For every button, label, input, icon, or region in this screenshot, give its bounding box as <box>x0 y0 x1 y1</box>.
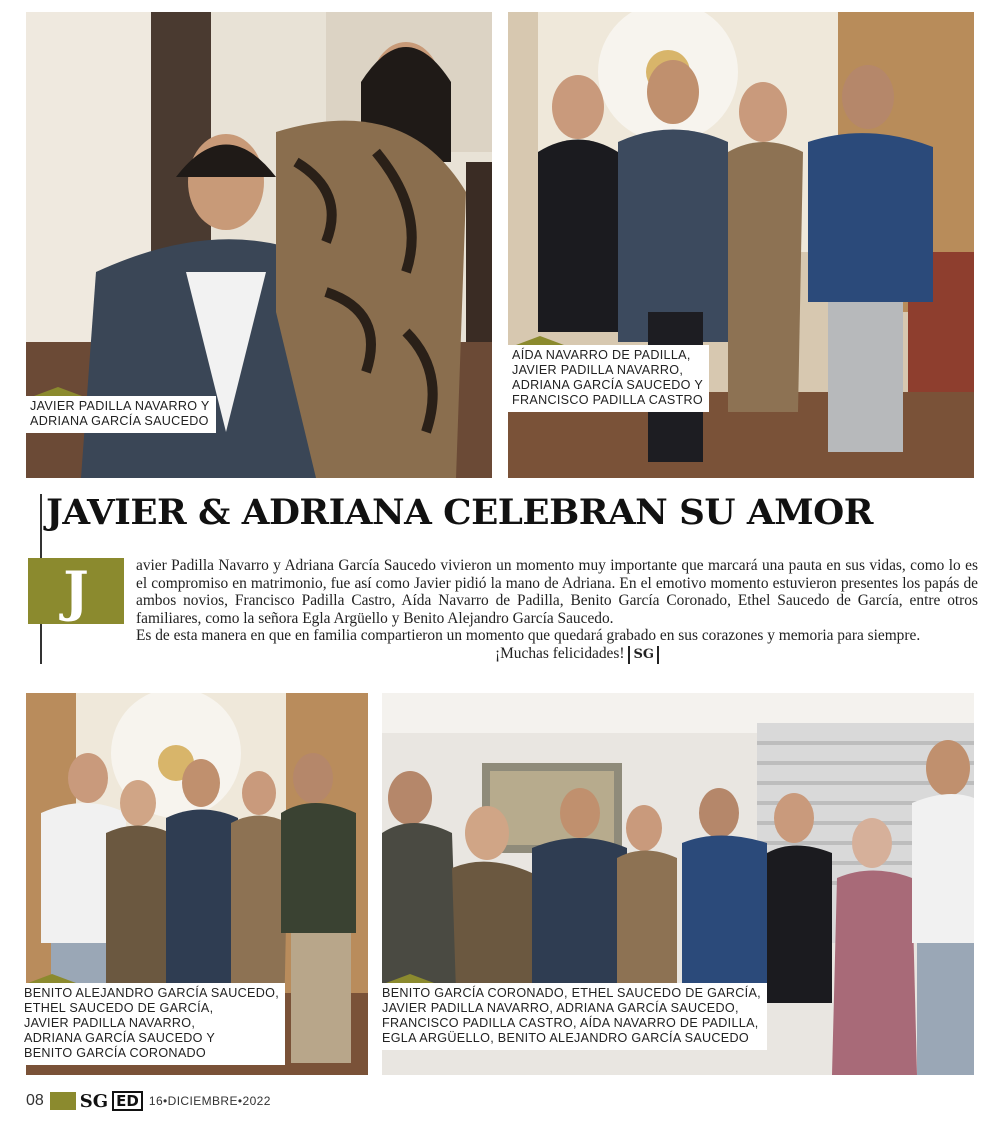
caption-photo-2 <box>508 345 709 412</box>
page-footer <box>26 1088 271 1114</box>
caption-accent-triangle <box>34 387 82 396</box>
caption-line: ADRIANA GARCÍA SAUCEDO <box>30 414 209 428</box>
footer-accent-bar <box>50 1092 76 1110</box>
caption-line: BENITO GARCÍA CORONADO, ETHEL SAUCEDO DE GARCÍA, <box>382 986 761 1000</box>
caption-line: FRANCISCO PADILLA CASTRO, AÍDA NAVARRO DE PADILLA, <box>382 1016 759 1030</box>
closing-text: ¡Muchas felicidades! <box>495 644 625 662</box>
caption-line: ETHEL SAUCEDO DE GARCÍA, <box>24 1001 214 1015</box>
caption-photo-4 <box>378 983 767 1050</box>
caption-photo-1 <box>26 396 216 433</box>
caption-line: JAVIER PADILLA NAVARRO, ADRIANA GARCÍA SAUCEDO, <box>382 1001 739 1015</box>
sg-logo: SG <box>79 1090 109 1112</box>
body-paragraph-2: Es de esta manera en que en familia compartieron un momento que quedará grabado en sus corazones y memoria para siempre. <box>136 627 921 645</box>
caption-accent-triangle <box>28 974 76 983</box>
ed-logo: ED <box>112 1091 143 1111</box>
caption-line: EGLA ARGÜELLO, BENITO ALEJANDRO GARCÍA SAUCEDO <box>382 1031 750 1045</box>
caption-line: ADRIANA GARCÍA SAUCEDO Y <box>512 378 704 392</box>
body-paragraph-1: avier Padilla Navarro y Adriana García Saucedo vivieron un momento muy importante que marcará una pauta en sus vidas, como lo es el compromiso en matrimonio, fue así como Javier pidió la mano de Adriana. En el emotivo momento estuvieron presentes los papás de ambos novios, Francisco Padilla Castro, Aída Navarro de Padilla, Benito García Coronado, Ethel Saucedo de García, entre otros familiares, como la señora Egla Argüello y Benito Alejandro García Saucedo. <box>136 557 978 627</box>
signature-mark: SG <box>628 646 659 664</box>
caption-accent-triangle <box>386 974 434 983</box>
caption-line: BENITO ALEJANDRO GARCÍA SAUCEDO, <box>24 986 280 1000</box>
caption-line: ADRIANA GARCÍA SAUCEDO Y <box>24 1031 216 1045</box>
closing-line <box>136 645 978 664</box>
article-body <box>136 557 978 664</box>
caption-line: JAVIER PADILLA NAVARRO, <box>512 363 684 377</box>
page-number: 08 <box>26 1092 44 1109</box>
issue-date: 16•DICIEMBRE•2022 <box>148 1094 271 1108</box>
caption-line: FRANCISCO PADILLA CASTRO <box>512 393 704 407</box>
caption-line: BENITO GARCÍA CORONADO <box>24 1046 207 1060</box>
caption-line: JAVIER PADILLA NAVARRO Y <box>30 399 210 413</box>
caption-accent-triangle <box>516 336 564 345</box>
article-headline: JAVIER & ADRIANA CELEBRAN SU AMOR <box>46 492 873 533</box>
caption-line: AÍDA NAVARRO DE PADILLA, <box>512 348 691 362</box>
drop-cap: J <box>28 558 124 624</box>
caption-photo-3 <box>20 983 285 1065</box>
caption-line: JAVIER PADILLA NAVARRO, <box>24 1016 196 1030</box>
